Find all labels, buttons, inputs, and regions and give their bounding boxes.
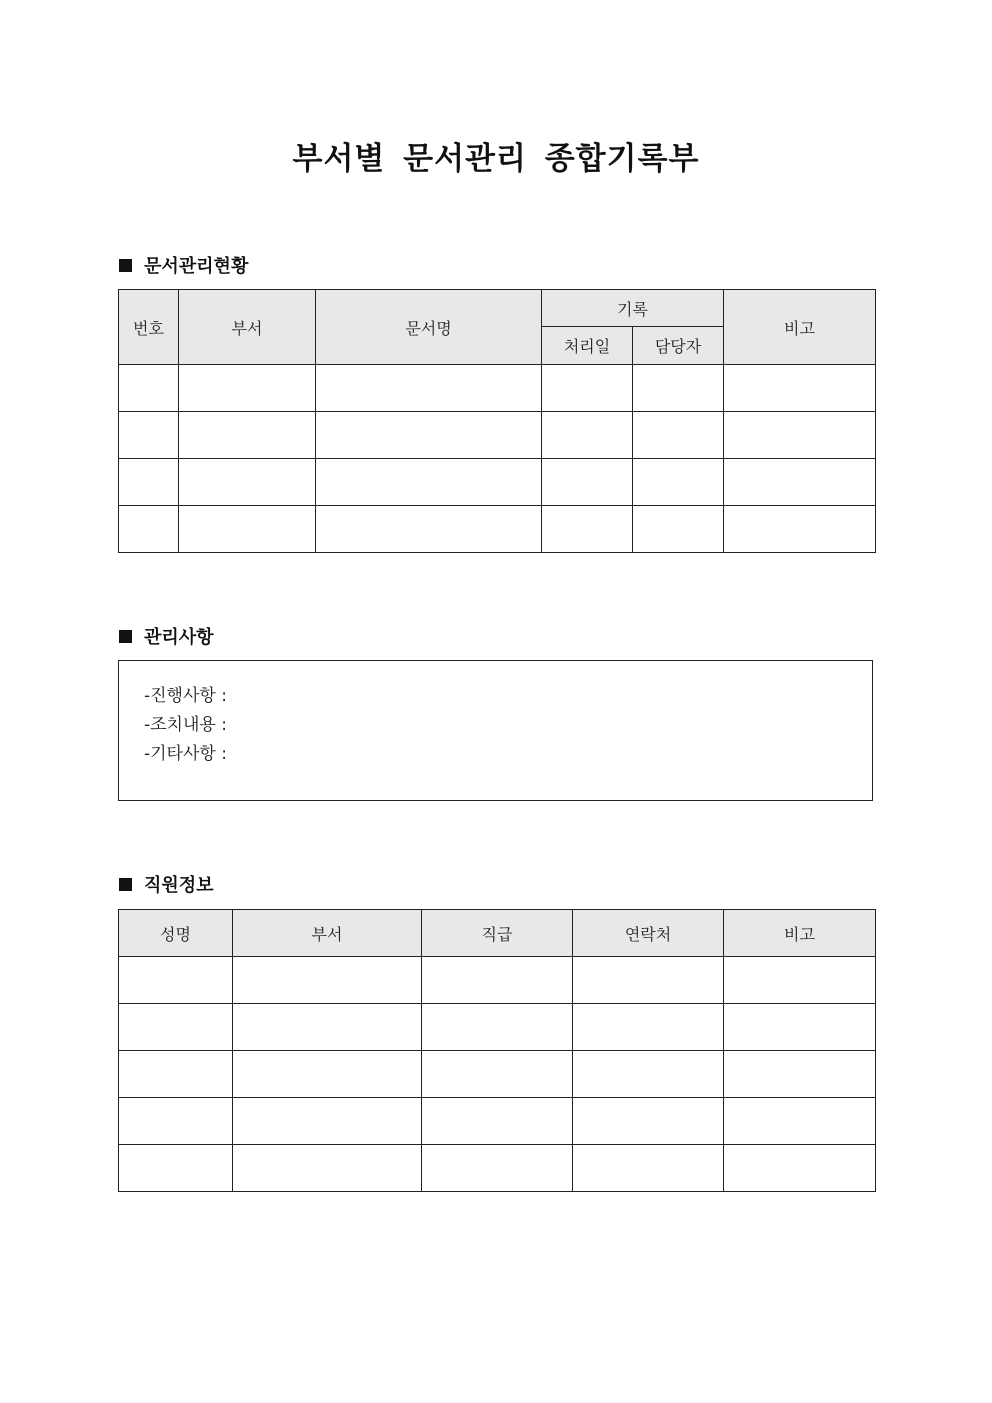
table-cell[interactable] xyxy=(422,1004,573,1051)
table-row xyxy=(119,506,876,553)
note-action: -조치내용 : xyxy=(144,715,227,735)
header-name: 성명 xyxy=(119,910,233,957)
docs-table xyxy=(118,289,876,553)
table-cell[interactable] xyxy=(119,1098,233,1145)
header-no: 번호 xyxy=(119,290,179,365)
table-row xyxy=(119,957,876,1004)
staff-table xyxy=(118,909,876,1192)
table-cell[interactable] xyxy=(119,1145,233,1192)
table-row xyxy=(119,1004,876,1051)
table-cell[interactable] xyxy=(316,412,542,459)
table-cell[interactable] xyxy=(633,506,724,553)
note-progress: -진행사항 : xyxy=(144,686,227,706)
section-heading-management-label: 관리사항 xyxy=(144,627,214,648)
table-cell[interactable] xyxy=(422,1051,573,1098)
header-processed-date: 처리일 xyxy=(542,327,633,365)
header-contact: 연락처 xyxy=(573,910,724,957)
table-cell[interactable] xyxy=(542,412,633,459)
table-cell[interactable] xyxy=(119,459,179,506)
header-manager: 담당자 xyxy=(633,327,724,365)
table-row xyxy=(119,1051,876,1098)
table-cell[interactable] xyxy=(724,1145,876,1192)
square-bullet-icon xyxy=(119,878,132,891)
table-row xyxy=(119,412,876,459)
table-cell[interactable] xyxy=(633,365,724,412)
table-cell[interactable] xyxy=(316,459,542,506)
header-note: 비고 xyxy=(724,290,876,365)
table-cell[interactable] xyxy=(573,957,724,1004)
table-cell[interactable] xyxy=(179,506,316,553)
table-cell[interactable] xyxy=(233,1098,422,1145)
section-heading-management xyxy=(119,624,214,648)
table-cell[interactable] xyxy=(179,459,316,506)
table-cell[interactable] xyxy=(179,365,316,412)
table-cell[interactable] xyxy=(573,1145,724,1192)
table-cell[interactable] xyxy=(233,1004,422,1051)
table-cell[interactable] xyxy=(724,1051,876,1098)
table-row xyxy=(119,1098,876,1145)
table-cell[interactable] xyxy=(542,459,633,506)
table-cell[interactable] xyxy=(233,957,422,1004)
table-cell[interactable] xyxy=(422,957,573,1004)
table-cell[interactable] xyxy=(724,506,876,553)
page-title: 부서별 문서관리 종합기록부 xyxy=(292,141,700,177)
table-row xyxy=(119,459,876,506)
table-cell[interactable] xyxy=(179,412,316,459)
table-cell[interactable] xyxy=(119,1004,233,1051)
header-docname: 문서명 xyxy=(316,290,542,365)
table-cell[interactable] xyxy=(724,1098,876,1145)
table-cell[interactable] xyxy=(573,1098,724,1145)
section-heading-staff-label: 직원정보 xyxy=(144,875,214,896)
table-cell[interactable] xyxy=(633,459,724,506)
table-cell[interactable] xyxy=(233,1051,422,1098)
header-dept: 부서 xyxy=(233,910,422,957)
table-cell[interactable] xyxy=(119,365,179,412)
table-cell[interactable] xyxy=(119,506,179,553)
table-cell[interactable] xyxy=(724,365,876,412)
table-cell[interactable] xyxy=(119,412,179,459)
table-cell[interactable] xyxy=(573,1051,724,1098)
table-cell[interactable] xyxy=(233,1145,422,1192)
table-cell[interactable] xyxy=(542,506,633,553)
section-heading-staff xyxy=(119,872,214,896)
table-row xyxy=(119,365,876,412)
table-cell[interactable] xyxy=(633,412,724,459)
note-other: -기타사항 : xyxy=(144,744,227,764)
table-cell[interactable] xyxy=(119,1051,233,1098)
table-cell[interactable] xyxy=(316,365,542,412)
table-cell[interactable] xyxy=(724,957,876,1004)
square-bullet-icon xyxy=(119,630,132,643)
table-cell[interactable] xyxy=(316,506,542,553)
table-row xyxy=(119,1145,876,1192)
management-notes-box[interactable] xyxy=(118,660,873,801)
header-dept: 부서 xyxy=(179,290,316,365)
section-heading-docs xyxy=(119,253,248,277)
table-cell[interactable] xyxy=(422,1145,573,1192)
table-cell[interactable] xyxy=(119,957,233,1004)
header-note: 비고 xyxy=(724,910,876,957)
table-cell[interactable] xyxy=(422,1098,573,1145)
table-cell[interactable] xyxy=(724,1004,876,1051)
section-heading-docs-label: 문서관리현황 xyxy=(144,256,249,277)
table-cell[interactable] xyxy=(724,459,876,506)
square-bullet-icon xyxy=(119,259,132,272)
header-position: 직급 xyxy=(422,910,573,957)
table-cell[interactable] xyxy=(724,412,876,459)
table-cell[interactable] xyxy=(542,365,633,412)
header-record: 기록 xyxy=(542,290,724,327)
table-cell[interactable] xyxy=(573,1004,724,1051)
